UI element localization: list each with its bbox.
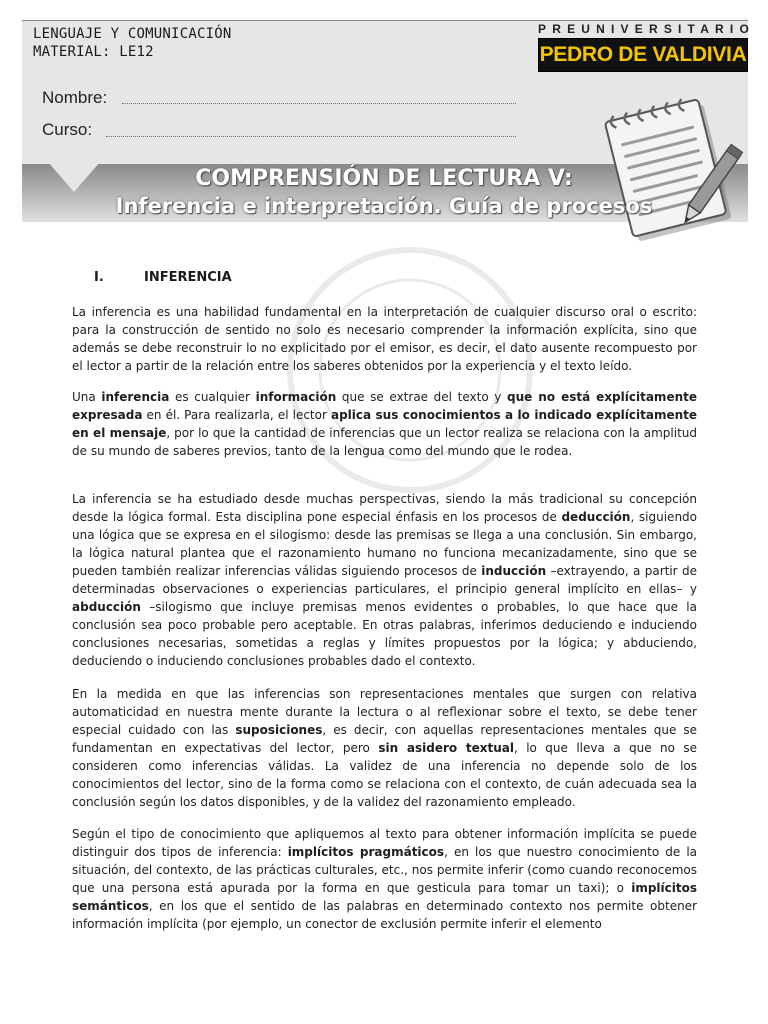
bold-term: implícitos pragmáticos	[287, 845, 445, 859]
bold-term: que no está explícitamente expresada	[72, 390, 697, 422]
material-code: MATERIAL: LE12	[33, 44, 154, 60]
paragraph-3	[72, 490, 697, 670]
text-run: , lo que lleva a que no se consideren como inferencias válidas. La validez de una inferencia no depende solo de los conocimientos del lector, sino de la forma como se relaciona con el contexto, de cuán adecuada sea la conclusión según los datos disponibles, y de la validez del razonamiento empleado.	[72, 741, 697, 809]
bold-term: abducción	[72, 600, 141, 614]
text-run: La inferencia es una habilidad fundamental en la interpretación de cualquier discurso oral o escrito: para la construcción de sentido no solo es necesario comprender la información explícita, sino que además se debe reconstruir lo no explicitado por el emisor, es decir, el dato ausente recompuesto por el lector a partir de la relación entre los saberes obtenidos por la experiencia y el texto leído.	[72, 305, 697, 373]
text-run: Una	[72, 390, 102, 404]
text-run: –silogismo que incluye premisas menos evidentes o probables, lo que hace que la conclusión sea poco probable pero aceptable. En otras palabras, inferimos deduciendo e induciendo conclusiones necesarias, sometidas a reglas y límites propuestos por la lógica; y abduciendo, deduciendo o induciendo conclusiones probables dado el contexto.	[72, 600, 697, 668]
bold-term: aplica sus conocimientos a lo indicado explícitamente en el mensaje	[72, 408, 698, 440]
text-run: , es decir, con aquellas representaciones mentales que se fundamentan en expectativas del lector, pero	[72, 723, 697, 755]
text-run: En la medida en que las inferencias son representaciones mentales que surgen con relativa automaticidad en nuestra mente durante la lectura o al reflexionar sobre el texto, se debe tener especial cuidado con las	[72, 687, 697, 737]
text-run: La inferencia se ha estudiado desde muchas perspectivas, siendo la más tradicional su concepción desde la lógica formal. Esta disciplina pone especial énfasis en los procesos de	[72, 492, 697, 524]
text-run: Según el tipo de conocimiento que apliquemos al texto para obtener información implícita se puede distinguir dos tipos de inferencia:	[72, 827, 697, 859]
paragraph-2	[72, 388, 697, 460]
curso-field[interactable]	[106, 136, 516, 137]
brand-logo	[538, 38, 748, 72]
bold-term: sin asidero textual	[378, 741, 514, 755]
brand-name: PEDRO DE VALDIVIA	[539, 43, 747, 66]
nombre-label: Nombre:	[42, 88, 108, 107]
bold-term: suposiciones	[235, 723, 323, 737]
text-run: es cualquier	[169, 390, 256, 404]
brand-subtitle: PREUNIVERSITARIO	[538, 22, 755, 36]
section-title: INFERENCIA	[144, 270, 232, 285]
text-run: en él. Para realizarla, el lector	[142, 408, 331, 422]
section-number: I.	[94, 270, 104, 285]
text-run: , en los que el sentido de las palabras en determinado contexto nos permite obtener información implícita (por ejemplo, un conector de exclusión permite inferir el elemento	[72, 899, 697, 931]
paragraph-4	[72, 685, 697, 811]
page-subtitle: Inferencia e interpretación. Guía de procesos	[115, 194, 653, 218]
paragraph-5	[72, 825, 697, 933]
text-run: , en los que nuestro conocimiento de la situación, del contexto, de las prácticas culturales, etc., nos permite inferir (como cuando reconocemos que una persona está apurada por la forma en que gesticula para tomar un taxi); o	[72, 845, 698, 895]
page-title: COMPRENSIÓN DE LECTURA V:	[195, 166, 573, 191]
bold-term: inducción	[481, 564, 547, 578]
paragraph-1	[72, 303, 697, 375]
subject-label: LENGUAJE Y COMUNICACIÓN	[33, 26, 232, 42]
text-run: , por lo que la cantidad de inferencias que un lector realiza se relaciona con la amplitud de su mundo de saberes previos, tanto de la lengua como del mundo que le rodea.	[72, 426, 697, 458]
bold-term: implícitos semánticos	[72, 881, 697, 913]
text-run: que se extrae del texto y	[336, 390, 508, 404]
curso-label: Curso:	[42, 120, 93, 139]
text-run: –extrayendo, a partir de determinadas observaciones o experiencias particulares, el principio general implícito en ellas– y	[72, 564, 697, 596]
bold-term: inferencia	[101, 390, 170, 404]
bold-term: información	[255, 390, 337, 404]
header-top-rule	[22, 20, 748, 21]
bold-term: deducción	[561, 510, 631, 524]
text-run: , siguiendo una lógica que se expresa en el silogismo: desde las premisas se llega a una conclusión. Sin embargo, la lógica natural plantea que el razonamiento humano no funciona mecanizadamente, sino que se pueden también realizar inferencias válidas siguiendo procesos de	[72, 510, 698, 578]
nombre-field[interactable]	[122, 103, 516, 104]
